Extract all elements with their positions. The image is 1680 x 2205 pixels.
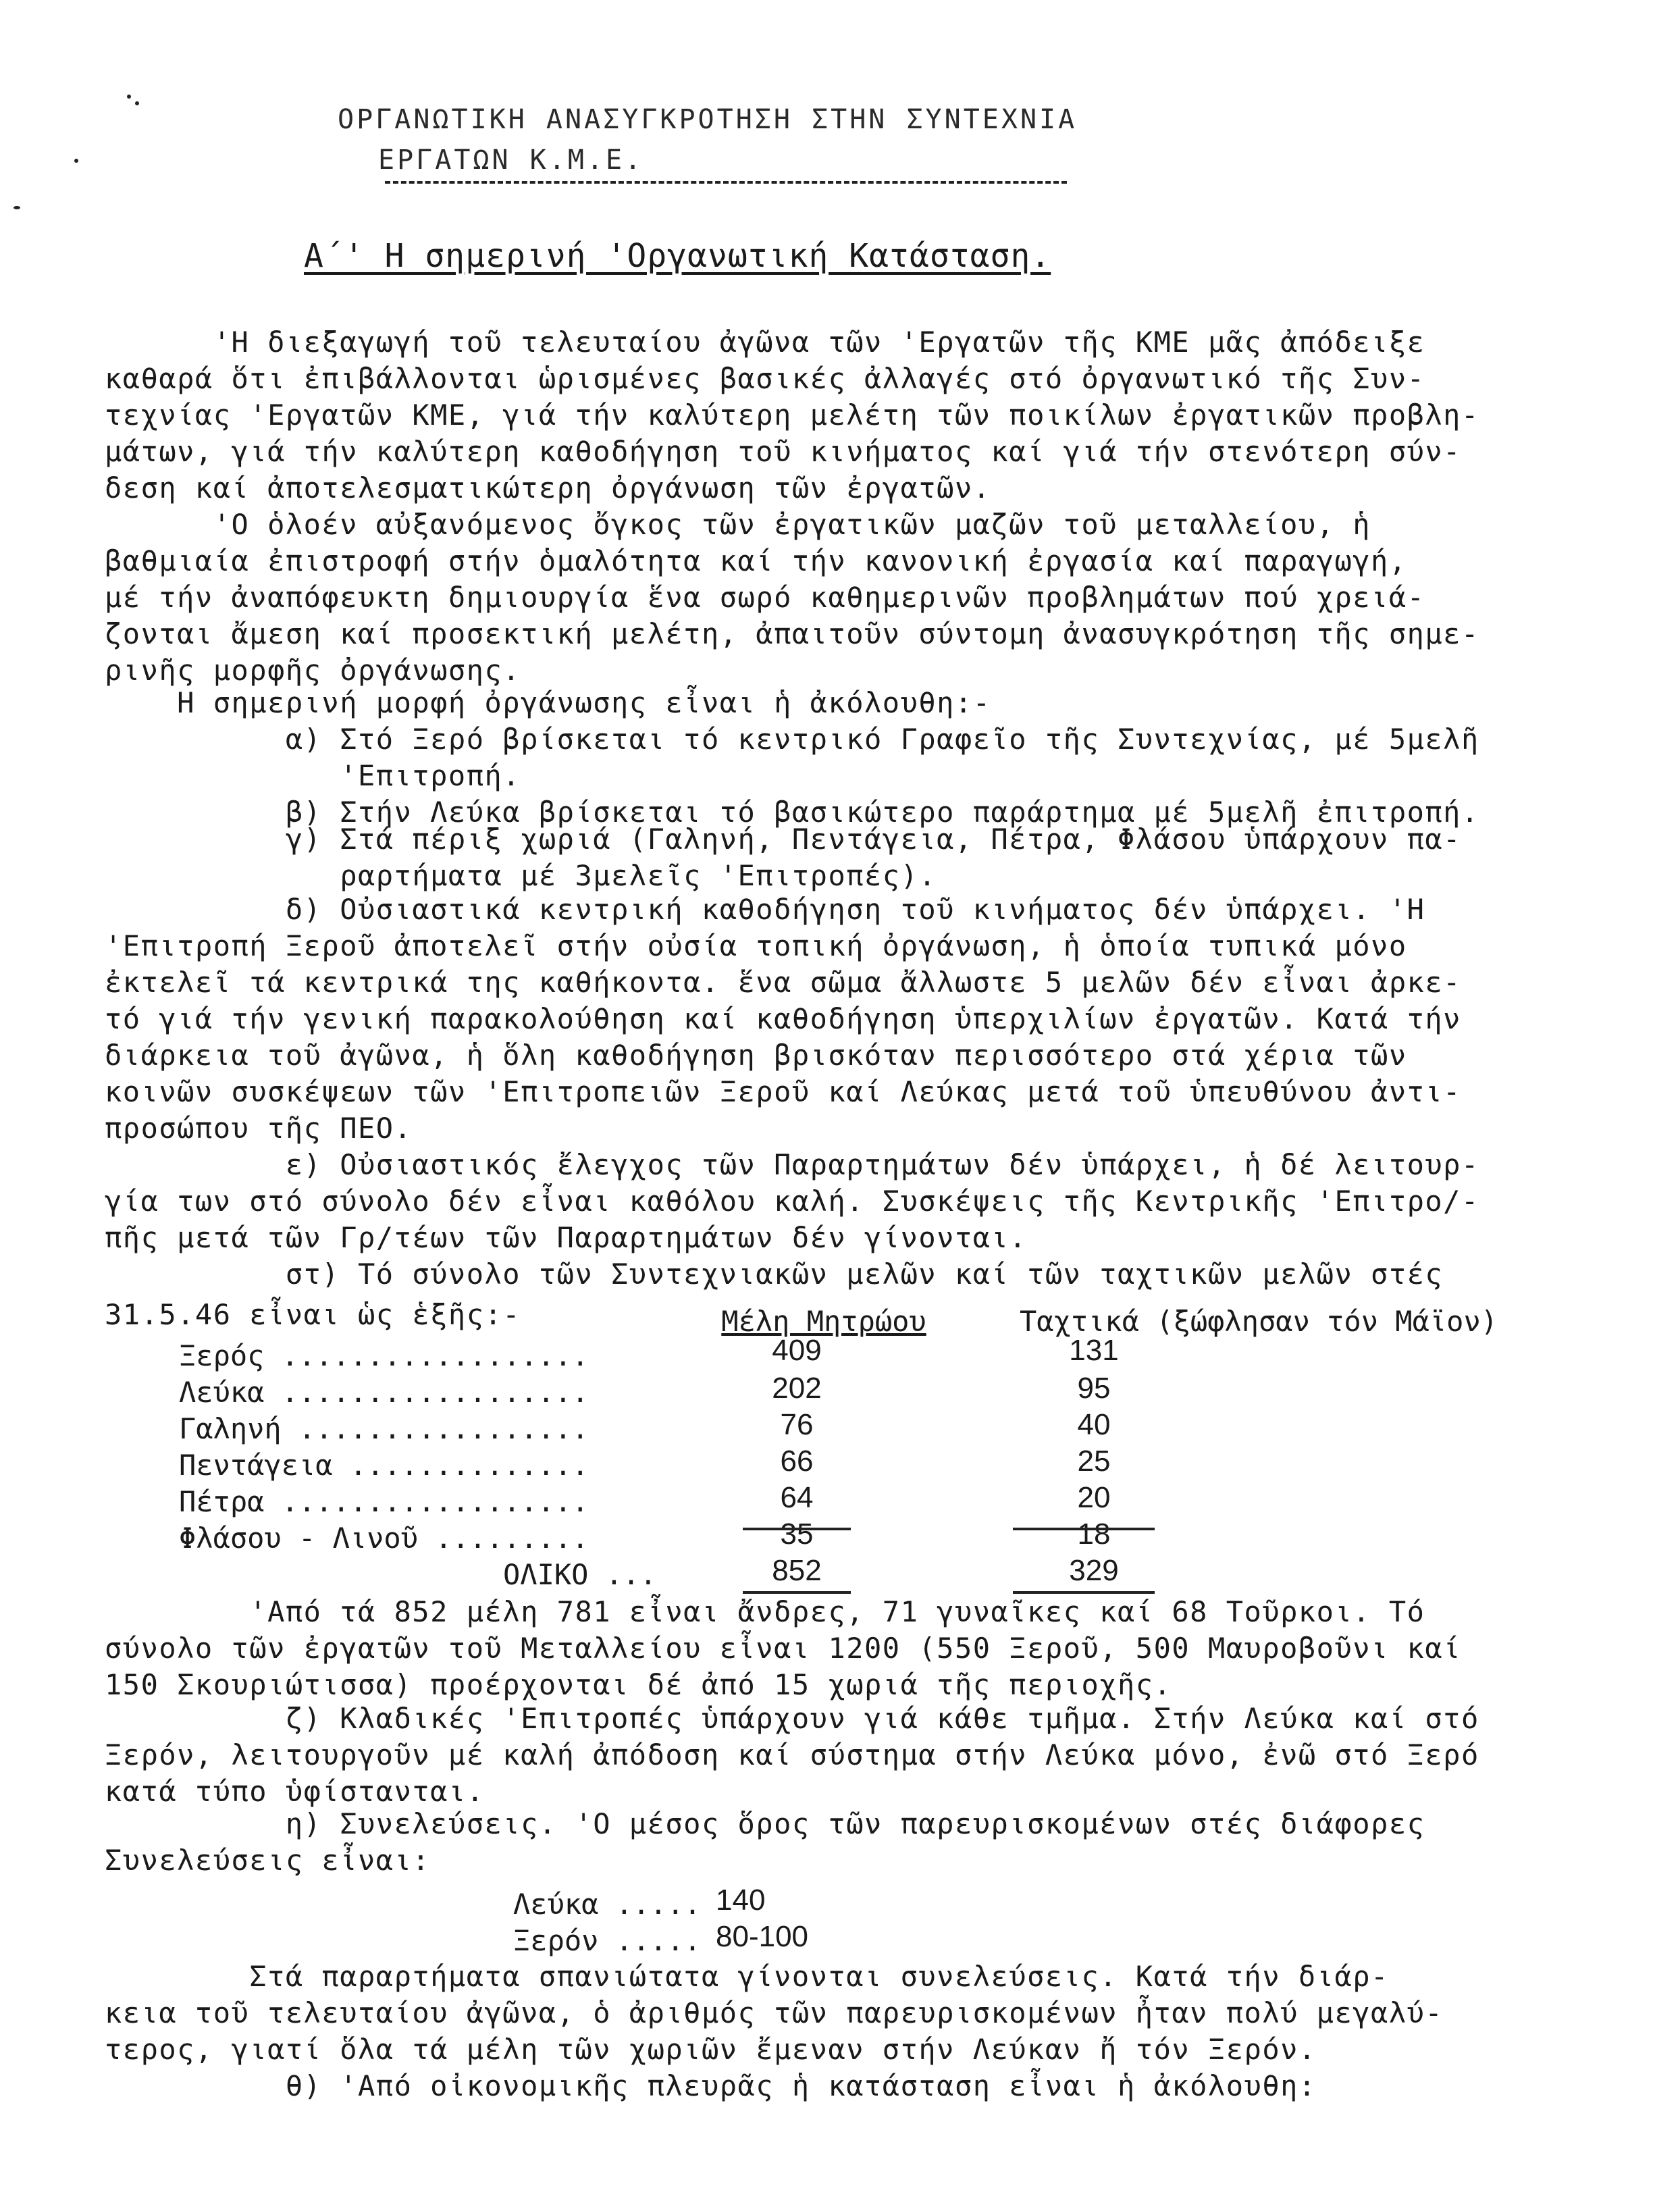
item-h-line: Συνελεύσεις εἶναι: — [105, 1844, 431, 1877]
item-line: διάρκεια τοῦ ἀγῶνα, ἡ ὅλη καθοδήγηση βρισκόταν περισσότερο στά χέρια τῶν — [105, 1039, 1407, 1072]
scan-speck — [14, 206, 20, 209]
document-header-line-1: ΟΡΓΑΝΩΤΙΚΗ ΑΝΑΣΥΓΚΡΟΤΗΣΗ ΣΤΗΝ ΣΥΝΤΕΧΝΙΑ — [338, 104, 1078, 135]
table-header-regular: Ταχτικά (ξώφλησαν τόν Μάϊον) — [1020, 1305, 1498, 1338]
table-cell-members: 35 — [780, 1517, 814, 1551]
document-header-line-2: ΕΡΓΑΤΩΝ Κ.Μ.Ε. — [378, 145, 644, 176]
table-row-name: Γαληνή ................. — [179, 1412, 589, 1445]
table-cell-regular: 25 — [1077, 1445, 1111, 1478]
item-line: πῆς μετά τῶν Γρ/τέων τῶν Παραρτημάτων δέν γίνονται. — [105, 1221, 1028, 1254]
para-end-line: θ) 'Από οἰκονομικῆς πλευρᾶς ἡ κατάσταση εἶναι ἡ ἀκόλουθη: — [105, 2069, 1317, 2102]
assembly-value: 80-100 — [716, 1920, 809, 1953]
item-line: γία των στό σύνολο δέν εἶναι καθόλου καλή. Συσκέψεις τῆς Κεντρικῆς 'Επιτρο/- — [105, 1185, 1479, 1218]
para2-line: μέ τήν ἀναπόφευκτη δημιουργία ἕνα σωρό καθημερινῶν προβλημάτων πού χρειά- — [105, 581, 1425, 614]
para-after-table-line: 150 Σκουριώτισσα) προέρχονται δέ ἀπό 15 χωριά τῆς περιοχῆς. — [105, 1668, 1172, 1701]
item-line: γ) Στά πέριξ χωριά (Γαληνή, Πεντάγεια, Πέτρα, Φλάσου ὑπάρχουν πα- — [105, 823, 1461, 856]
para1-line: δεση καί ἀποτελεσματικώτερη ὀργάνωση τῶν ἐργατῶν. — [105, 471, 991, 504]
item-line: τό γιά τήν γενική παρακολούθηση καί καθοδήγηση ὑπερχιλίων ἐργατῶν. Κατά τήν — [105, 1002, 1461, 1035]
table-total-regular: 329 — [1069, 1554, 1119, 1587]
table-cell-regular: 95 — [1077, 1372, 1111, 1405]
para-after-table-line: σύνολο τῶν ἐργατῶν τοῦ Μεταλλείου εἶναι 1200 (550 Ξεροῦ, 500 Μαυροβοῦνι καί — [105, 1632, 1461, 1665]
para1-line: καθαρά ὅτι ἐπιβάλλονται ὡρισμένες βασικές ἀλλαγές στό ὀργανωτικό τῆς Συν- — [105, 362, 1425, 395]
header-divider — [385, 181, 1067, 184]
item-line: β) Στήν Λεύκα βρίσκεται τό βασικώτερο παράρτημα μέ 5μελῆ ἐπιτροπή. — [105, 796, 1479, 829]
table-row-name: Πεντάγεια .............. — [179, 1449, 589, 1482]
para2-line: 'Ο ὁλοέν αὐξανόμενος ὄγκος τῶν ἐργατικῶν μαζῶν τοῦ μεταλλείου, ἡ — [105, 508, 1371, 541]
table-total-label: ΟΛΙΚΟ ... — [503, 1558, 657, 1591]
table-cell-members: 409 — [772, 1334, 822, 1367]
item-line: 31.5.46 εἶναι ὡς ἑξῆς:- — [105, 1298, 521, 1331]
para3-line: Η σημερινή μορφή ὀργάνωσης εἶναι ἡ ἀκόλουθη:- — [105, 686, 991, 719]
table-row-name: Ξερός .................. — [179, 1339, 589, 1372]
para1-line: μάτων, γιά τήν καλύτερη καθοδήγηση τοῦ κινήματος καί γιά τήν στενότερη σύν- — [105, 435, 1461, 468]
item-line: προσώπου τῆς ΠΕΟ. — [105, 1112, 413, 1145]
item-line: ε) Οὐσιαστικός ἔλεγχος τῶν Παραρτημάτων δέν ὑπάρχει, ἡ δέ λειτουρ- — [105, 1148, 1479, 1181]
table-header-members: Μέλη Μητρώου — [721, 1305, 926, 1338]
item-z-line: ζ) Κλαδικές 'Επιτροπές ὑπάρχουν γιά κάθε τμῆμα. Στήν Λεύκα καί στό — [105, 1702, 1479, 1735]
item-line: στ) Τό σύνολο τῶν Συντεχνιακῶν μελῶν καί τῶν ταχτικῶν μελῶν στές — [105, 1257, 1444, 1291]
scan-speck — [127, 95, 131, 99]
para2-line: βαθμιαία ἐπιστροφή στήν ὁμαλότητα καί τήν κανονική ἐργασία καί παραγωγή, — [105, 544, 1407, 577]
item-line: κοινῶν συσκέψεων τῶν 'Επιτροπειῶν Ξεροῦ καί Λεύκας μετά τοῦ ὑπευθύνου ἀντι- — [105, 1075, 1461, 1108]
section-heading: Α΄' Η σημερινή 'Οργανωτική Κατάσταση. — [304, 237, 1051, 275]
para-end-line: τερος, γιατί ὅλα τά μέλη τῶν χωριῶν ἔμεναν στήν Λεύκαν ἤ τόν Ξερόν. — [105, 2033, 1317, 2066]
item-z-line: Ξερόν, λειτουργοῦν μέ καλή ἀπόδοση καί σύστημα στήν Λεύκα μόνο, ἐνῶ στό Ξερό — [105, 1738, 1479, 1771]
scan-speck — [135, 101, 139, 105]
item-line: 'Επιτροπή. — [105, 759, 521, 792]
para-end-line: κεια τοῦ τελευταίου ἀγῶνα, ὁ ἀριθμός τῶν παρευρισκομένων ἦταν πολύ μεγαλύ- — [105, 1996, 1444, 2029]
table-row-name: Λεύκα .................. — [179, 1376, 589, 1409]
table-cell-members: 64 — [780, 1481, 814, 1514]
assembly-label: Λεύκα ..... — [513, 1888, 702, 1921]
scan-speck — [74, 159, 78, 163]
table-cell-regular: 20 — [1077, 1481, 1111, 1514]
assembly-label: Ξερόν ..... — [513, 1924, 702, 1957]
table-cell-members: 202 — [772, 1372, 822, 1405]
table-cell-regular: 18 — [1077, 1517, 1111, 1551]
para2-line: ρινῆς μορφῆς ὀργάνωσης. — [105, 654, 521, 687]
item-line: ραρτήματα μέ 3μελεῖς 'Επιτροπές). — [105, 859, 937, 892]
sum-rule-members — [743, 1528, 851, 1530]
para-end-line: Στά παραρτήματα σπανιώτατα γίνονται συνελεύσεις. Κατά τήν διάρ- — [105, 1960, 1389, 1993]
item-line: 'Επιτροπή Ξεροῦ ἀποτελεῖ στήν οὐσία τοπική ὀργάνωση, ἡ ὁποία τυπικά μόνο — [105, 929, 1407, 962]
table-cell-members: 66 — [780, 1445, 814, 1478]
para1-line: τεχνίας 'Εργατῶν ΚΜΕ, γιά τήν καλύτερη μελέτη τῶν ποικίλων ἐργατικῶν προβλη- — [105, 398, 1479, 432]
item-line: ἐκτελεῖ τά κεντρικά της καθήκοντα. ἕνα σῶμα ἄλλωστε 5 μελῶν δέν εἶναι ἀρκε- — [105, 966, 1461, 999]
item-h-line: η) Συνελεύσεις. 'Ο μέσος ὅρος τῶν παρευρισκομένων στές διάφορες — [105, 1807, 1425, 1840]
para1-line: 'Η διεξαγωγή τοῦ τελευταίου ἀγῶνα τῶν 'Εργατῶν τῆς ΚΜΕ μᾶς ἀπόδειξε — [105, 326, 1425, 359]
table-row-name: Φλάσου - Λινοῦ ......... — [179, 1522, 589, 1555]
para2-line: ζονται ἄμεση καί προσεκτική μελέτη, ἀπαιτοῦν σύντομη ἀνασυγκρότηση τῆς σημε- — [105, 617, 1479, 650]
table-row-name: Πέτρα .................. — [179, 1485, 589, 1518]
assembly-value: 140 — [716, 1884, 766, 1917]
sum-rule-regular — [1013, 1528, 1155, 1530]
item-z-line: κατά τύπο ὑφίστανται. — [105, 1775, 485, 1808]
para-after-table-line: 'Από τά 852 μέλη 781 εἶναι ἄνδρες, 71 γυναῖκες καί 68 Τοῦρκοι. Τό — [105, 1595, 1425, 1628]
table-cell-regular: 131 — [1069, 1334, 1119, 1367]
table-total-members: 852 — [772, 1554, 822, 1587]
item-line: δ) Οὐσιαστικά κεντρική καθοδήγηση τοῦ κινήματος δέν ὑπάρχει. 'Η — [105, 893, 1425, 926]
item-line: α) Στό Ξερό βρίσκεται τό κεντρικό Γραφεῖο τῆς Συντεχνίας, μέ 5μελῆ — [105, 723, 1479, 756]
table-cell-regular: 40 — [1077, 1408, 1111, 1441]
table-cell-members: 76 — [780, 1408, 814, 1441]
